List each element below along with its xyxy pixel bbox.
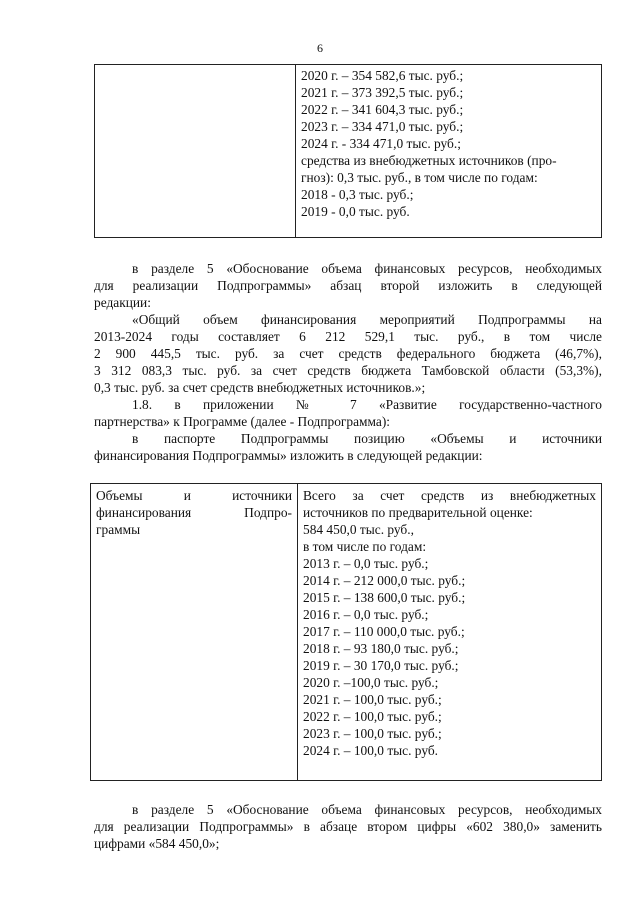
text-line: редакции: (94, 295, 151, 310)
table1-line: 2024 г. - 334 471,0 тыс. руб.; (301, 136, 461, 151)
table1-line: 2022 г. – 341 604,3 тыс. руб.; (301, 102, 464, 117)
table2-line: 2019 г. – 30 170,0 тыс. руб.; (303, 658, 459, 673)
table2-line: 584 450,0 тыс. руб., (303, 522, 414, 537)
table2-line: 2014 г. – 212 000,0 тыс. руб.; (303, 573, 466, 588)
text-line: 0,3 тыс. руб. за счет средств внебюджетных источников.»; (94, 380, 426, 395)
text-line: 2 900 445,5 тыс. руб. за счет средств федерального бюджета (46,7%), (94, 346, 602, 361)
table1-line: 2021 г. – 373 392,5 тыс. руб.; (301, 85, 464, 100)
text-line: в паспорте Подпрограммы позицию «Объемы и источники (132, 431, 602, 446)
text-line: финансирования Подпрограммы» изложить в следующей редакции: (94, 448, 483, 463)
table2-line: 2015 г. – 138 600,0 тыс. руб.; (303, 590, 466, 605)
table2-line: 2022 г. – 100,0 тыс. руб.; (303, 709, 442, 724)
paragraph-total-funding (94, 311, 602, 396)
page-number: 6 (317, 41, 323, 55)
table2-left-line: граммы (96, 522, 141, 537)
text-line: партнерства» к Программе (далее - Подпрограмма): (94, 414, 391, 429)
table2-line: в том числе по годам: (303, 539, 427, 554)
text-line: «Общий объем финансирования мероприятий Подпрограммы на (132, 312, 602, 327)
table2-left-cell (91, 484, 298, 781)
table2-line: 2013 г. – 0,0 тыс. руб.; (303, 556, 429, 571)
table1-line: 2023 г. – 334 471,0 тыс. руб.; (301, 119, 464, 134)
text-line: в разделе 5 «Обоснование объема финансовых ресурсов, необходимых (132, 802, 602, 817)
table2-line: Всего за счет средств из внебюджетных (303, 488, 596, 503)
table1-left-cell (95, 65, 296, 238)
table1-line: 2020 г. – 354 582,6 тыс. руб.; (301, 68, 464, 83)
funding-table-continued (94, 64, 602, 238)
text-line: 1.8. в приложении № 7 «Развитие государственно-частного (132, 397, 602, 412)
paragraph-replace-figures (94, 801, 602, 852)
table2-line: источников по предварительной оценке: (303, 505, 533, 520)
table1-line: 2019 - 0,0 тыс. руб. (301, 204, 410, 219)
text-line: 2013-2024 годы составляет 6 212 529,1 тыс. руб., в том числе (94, 329, 602, 344)
table2-line: 2016 г. – 0,0 тыс. руб.; (303, 607, 429, 622)
table2-left-line: финансирования Подпро- (96, 505, 292, 520)
paragraph-passport (94, 430, 602, 464)
table2-line: 2024 г. – 100,0 тыс. руб. (303, 743, 439, 758)
table2-line: 2023 г. – 100,0 тыс. руб.; (303, 726, 442, 741)
table2-line: 2020 г. –100,0 тыс. руб.; (303, 675, 439, 690)
table1-right-cell (296, 65, 602, 238)
table2-line: 2017 г. – 110 000,0 тыс. руб.; (303, 624, 465, 639)
text-line: 3 312 083,3 тыс. руб. за счет средств бюджета Тамбовской области (53,3%), (94, 363, 602, 378)
paragraph-section5-intro (94, 260, 602, 311)
text-line: цифрами «584 450,0»; (94, 836, 220, 851)
text-line: в разделе 5 «Обоснование объема финансовых ресурсов, необходимых (132, 261, 602, 276)
text-line: для реализации Подпрограммы» в абзаце втором цифры «602 380,0» заменить (94, 819, 602, 834)
table2-line: 2021 г. – 100,0 тыс. руб.; (303, 692, 442, 707)
text-line: для реализации Подпрограммы» абзац второй изложить в следующей (94, 278, 602, 293)
table1-line: гноз): 0,3 тыс. руб., в том числе по годам: (301, 170, 538, 185)
table2-left-line: Объемы и источники (96, 488, 292, 503)
table1-line: средства из внебюджетных источников (про- (301, 153, 557, 168)
funding-sources-table (90, 483, 602, 781)
table2-right-cell (298, 484, 602, 781)
table2-line: 2018 г. – 93 180,0 тыс. руб.; (303, 641, 459, 656)
table1-line: 2018 - 0,3 тыс. руб.; (301, 187, 414, 202)
paragraph-item-1-8 (94, 396, 602, 430)
